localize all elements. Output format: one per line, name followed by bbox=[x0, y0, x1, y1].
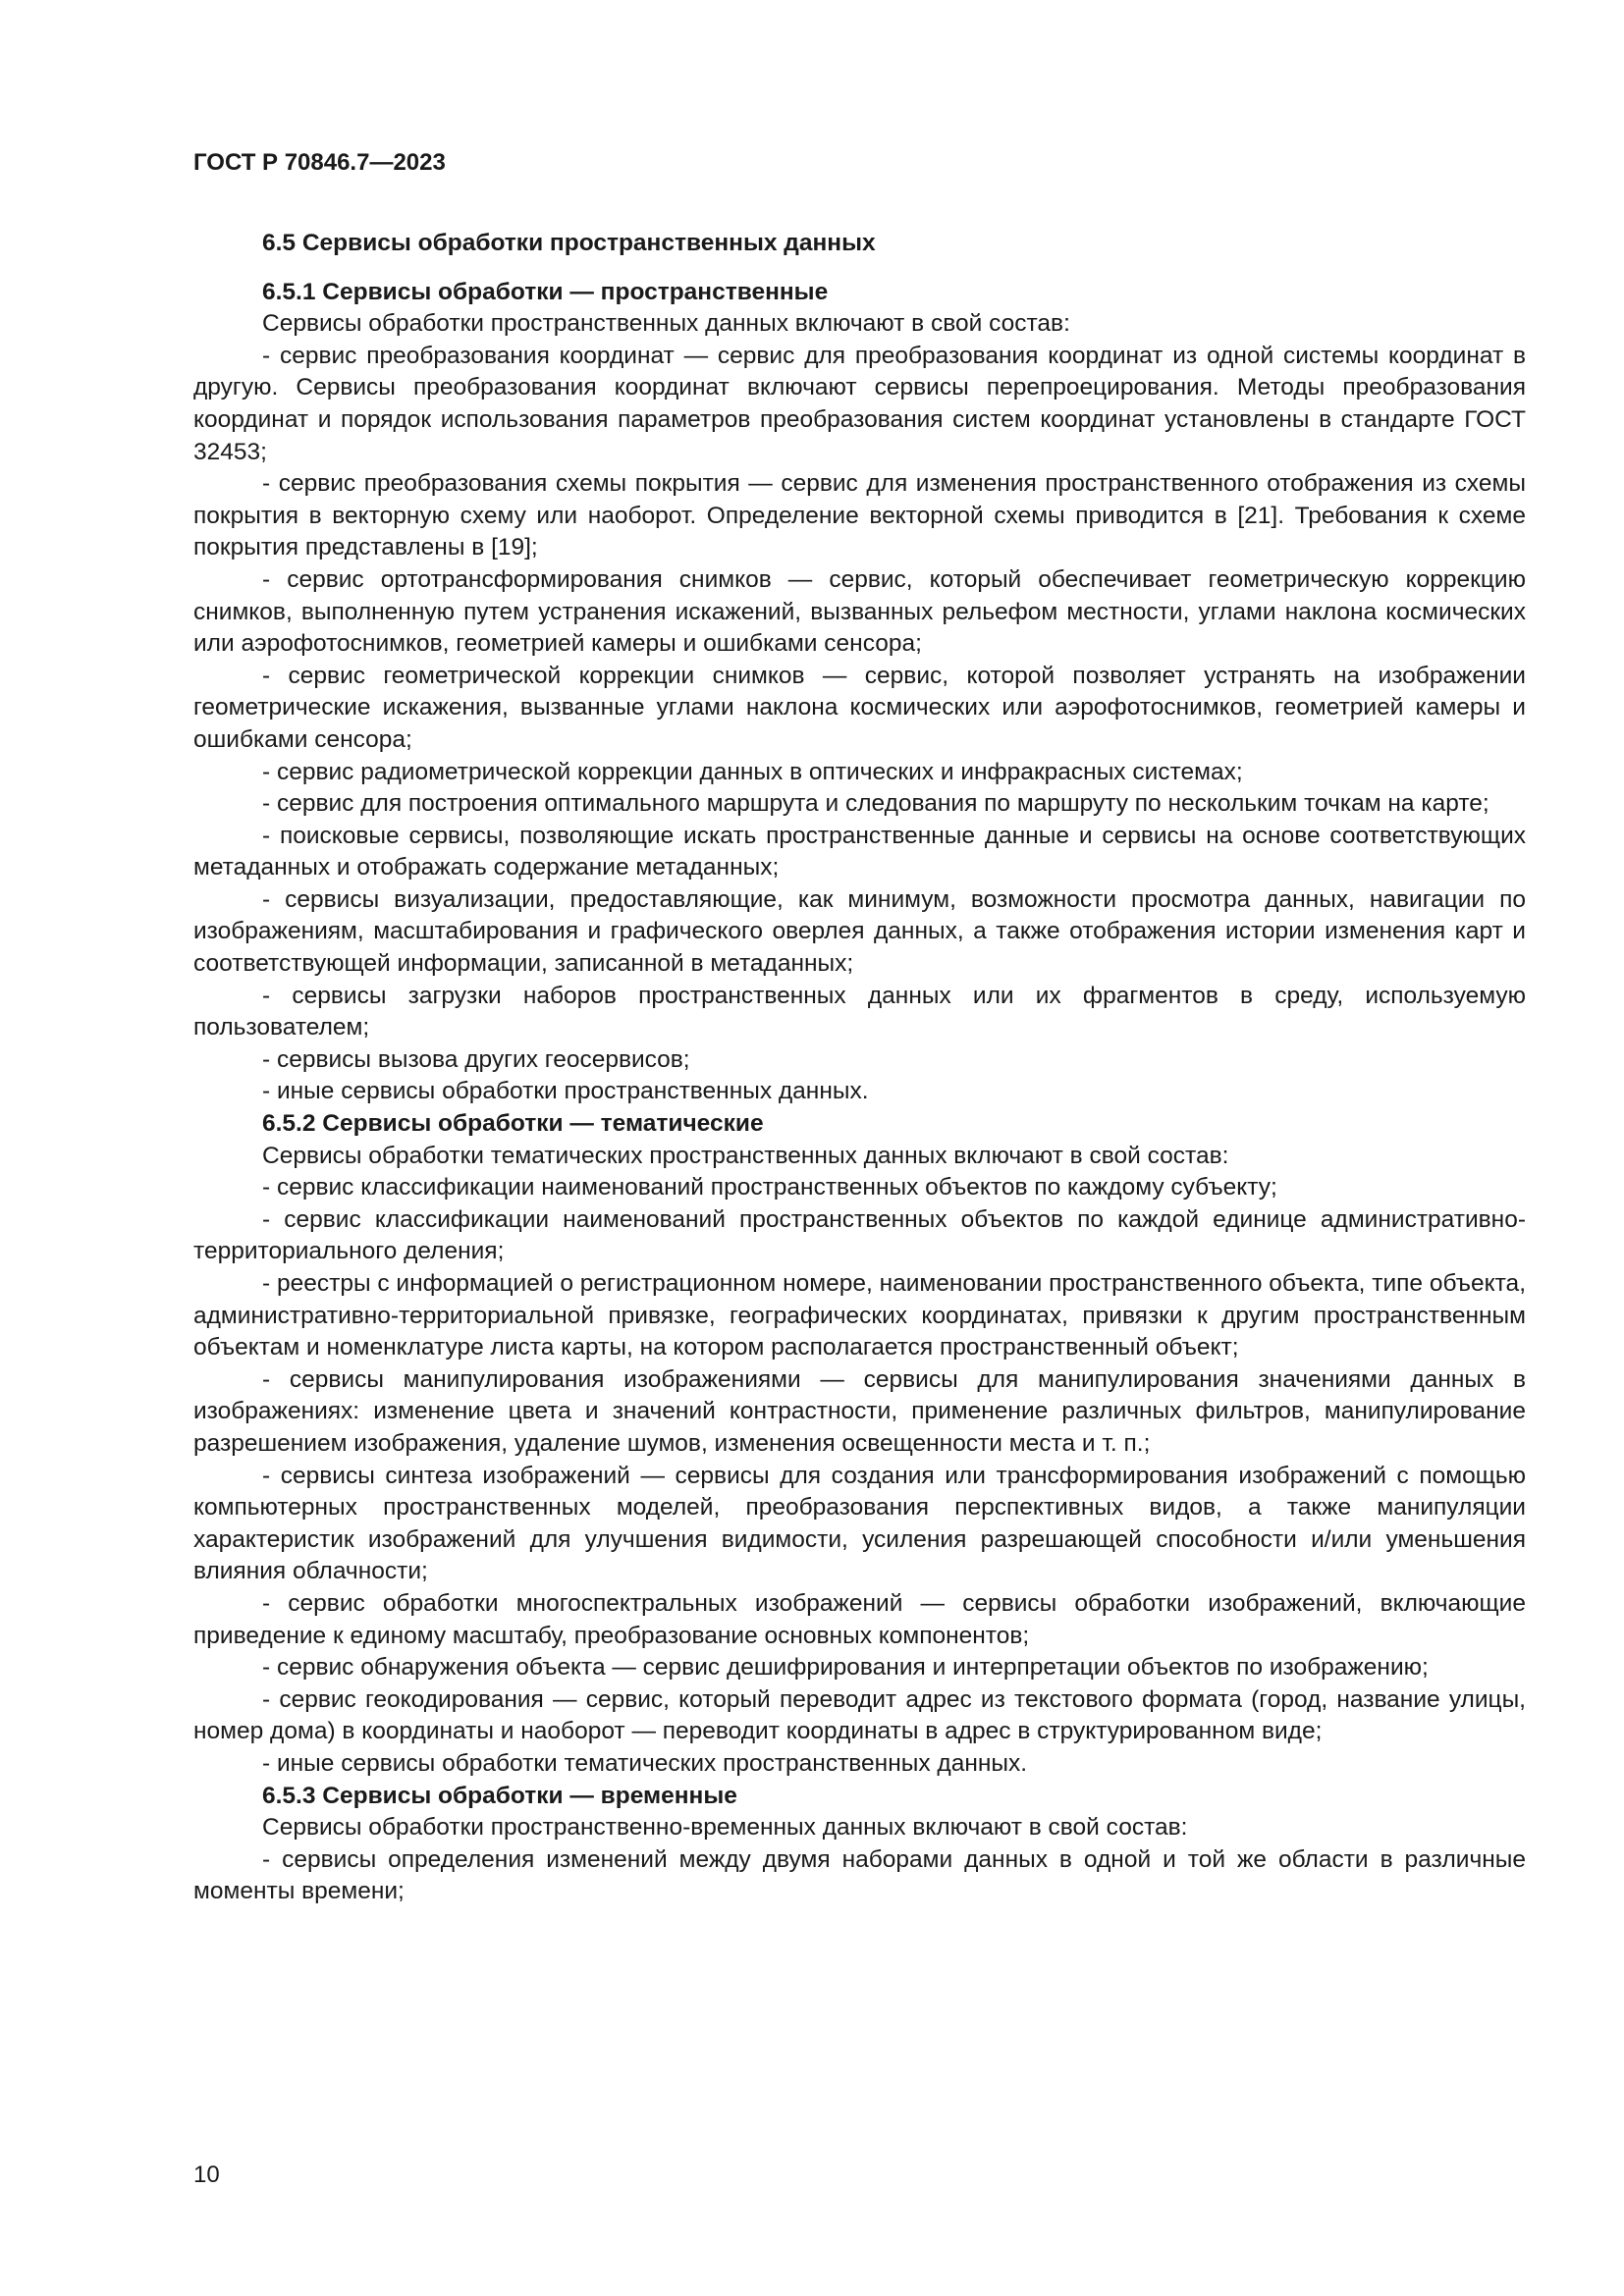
paragraph: - сервисы синтеза изображений — сервисы для создания или трансформирования изображений с помощью компьютерных пространственных моделей, преобразования перспективных видов, а также манипуляции характеристик изображений для улучшения видимости, усиления разрешающей способности и/или уменьшения влияния облачности; bbox=[193, 1462, 1526, 1585]
paragraph: - иные сервисы обработки тематических пространственных данных. bbox=[262, 1749, 1028, 1777]
paragraph: - сервисы определения изменений между двумя наборами данных в одной и той же области в различные моменты времени; bbox=[193, 1845, 1526, 1905]
subsection-heading: 6.5.3 Сервисы обработки — временные bbox=[262, 1782, 737, 1809]
paragraph: - сервис классификации наименований пространственных объектов по каждой единице административно-территориального деления; bbox=[193, 1205, 1526, 1265]
paragraph: - сервис классификации наименований пространственных объектов по каждому субъекту; bbox=[262, 1174, 1277, 1201]
paragraph: Сервисы обработки тематических пространственных данных включают в свой состав: bbox=[262, 1142, 1229, 1169]
paragraph: - сервисы загрузки наборов пространственных данных или их фрагментов в среду, используемую пользователем; bbox=[193, 982, 1526, 1041]
paragraph: - сервис ортотрансформирования снимков — сервис, который обеспечивает геометрическую коррекцию снимков, выполненную путем устранения искажений, вызванных рельефом местности, углами наклона космических или аэрофотоснимков, геометрией камеры и ошибками сенсора; bbox=[193, 565, 1526, 658]
paragraph: - поисковые сервисы, позволяющие искать пространственные данные и сервисы на основе соответствующих метаданных и отображать содержание метаданных; bbox=[193, 822, 1526, 881]
subsection-heading: 6.5.2 Сервисы обработки — тематические bbox=[262, 1110, 764, 1138]
subsection-heading: 6.5.1 Сервисы обработки — пространственные bbox=[262, 278, 829, 305]
paragraph: - сервисы визуализации, предоставляющие, как минимум, возможности просмотра данных, навигации по изображениям, масштабирования и графического оверлея данных, а также отображения истории изменения карт и соответствующей информации, записанной в метаданных; bbox=[193, 885, 1526, 978]
paragraph: - сервис геометрической коррекции снимков — сервис, которой позволяет устранять на изображении геометрические искажения, вызванные углами наклона космических или аэрофотоснимков, геометрией камеры и ошибками сенсора; bbox=[193, 662, 1526, 753]
paragraph: - сервис геокодирования — сервис, который переводит адрес из текстового формата (город, название улицы, номер дома) в координаты и наоборот — переводит координаты в адрес в структурированном виде; bbox=[193, 1685, 1526, 1745]
paragraph: Сервисы обработки пространственных данных включают в свой состав: bbox=[262, 310, 1070, 338]
paragraph: Сервисы обработки пространственно-временных данных включают в свой состав: bbox=[262, 1814, 1188, 1842]
paragraph: - сервис обнаружения объекта — сервис дешифрирования и интерпретации объектов по изображению; bbox=[262, 1654, 1429, 1682]
paragraph: - сервисы манипулирования изображениями — сервисы для манипулирования значениями данных в изображениях: изменение цвета и значений контрастности, применение различных фильтров, манипулирование разрешением изображения, удаление шумов, изменения освещенности места и т. п.; bbox=[193, 1365, 1526, 1457]
section-title: 6.5 Сервисы обработки пространственных данных bbox=[262, 230, 876, 256]
standard-code: ГОСТ Р 70846.7—2023 bbox=[193, 149, 446, 176]
paragraph: - реестры с информацией о регистрационном номере, наименовании пространственного объекта, типе объекта, административно-территориальной привязке, географических координатах, привязки к другим пространственным объектам и номенклатуре листа карты, на котором располагается пространственный объект; bbox=[193, 1270, 1526, 1362]
page-number: 10 bbox=[193, 2162, 220, 2188]
paragraph: - сервис обработки многоспектральных изображений — сервисы обработки изображений, включающие приведение к единому масштабу, преобразование основных компонентов; bbox=[193, 1589, 1526, 1649]
paragraph: - сервис радиометрической коррекции данных в оптических и инфракрасных системах; bbox=[262, 758, 1243, 785]
paragraph: - сервис для построения оптимального маршрута и следования по маршруту по нескольким точкам на карте; bbox=[262, 790, 1489, 818]
document-body bbox=[193, 228, 1526, 1908]
paragraph: - сервис преобразования координат — сервис для преобразования координат из одной системы координат в другую. Сервисы преобразования координат включают сервисы перепроецирования. Методы преобразования координат и порядок использования параметров преобразования систем координат установлены в стандарте ГОСТ 32453; bbox=[193, 342, 1526, 465]
paragraph: - сервис преобразования схемы покрытия — сервис для изменения пространственного отображения из схемы покрытия в векторную схему или наоборот. Определение векторной схемы приводится в [21]. Требования к схеме покрытия представлены в [19]; bbox=[193, 470, 1526, 561]
paragraph: - сервисы вызова других геосервисов; bbox=[262, 1045, 690, 1073]
paragraph: - иные сервисы обработки пространственных данных. bbox=[262, 1078, 869, 1105]
